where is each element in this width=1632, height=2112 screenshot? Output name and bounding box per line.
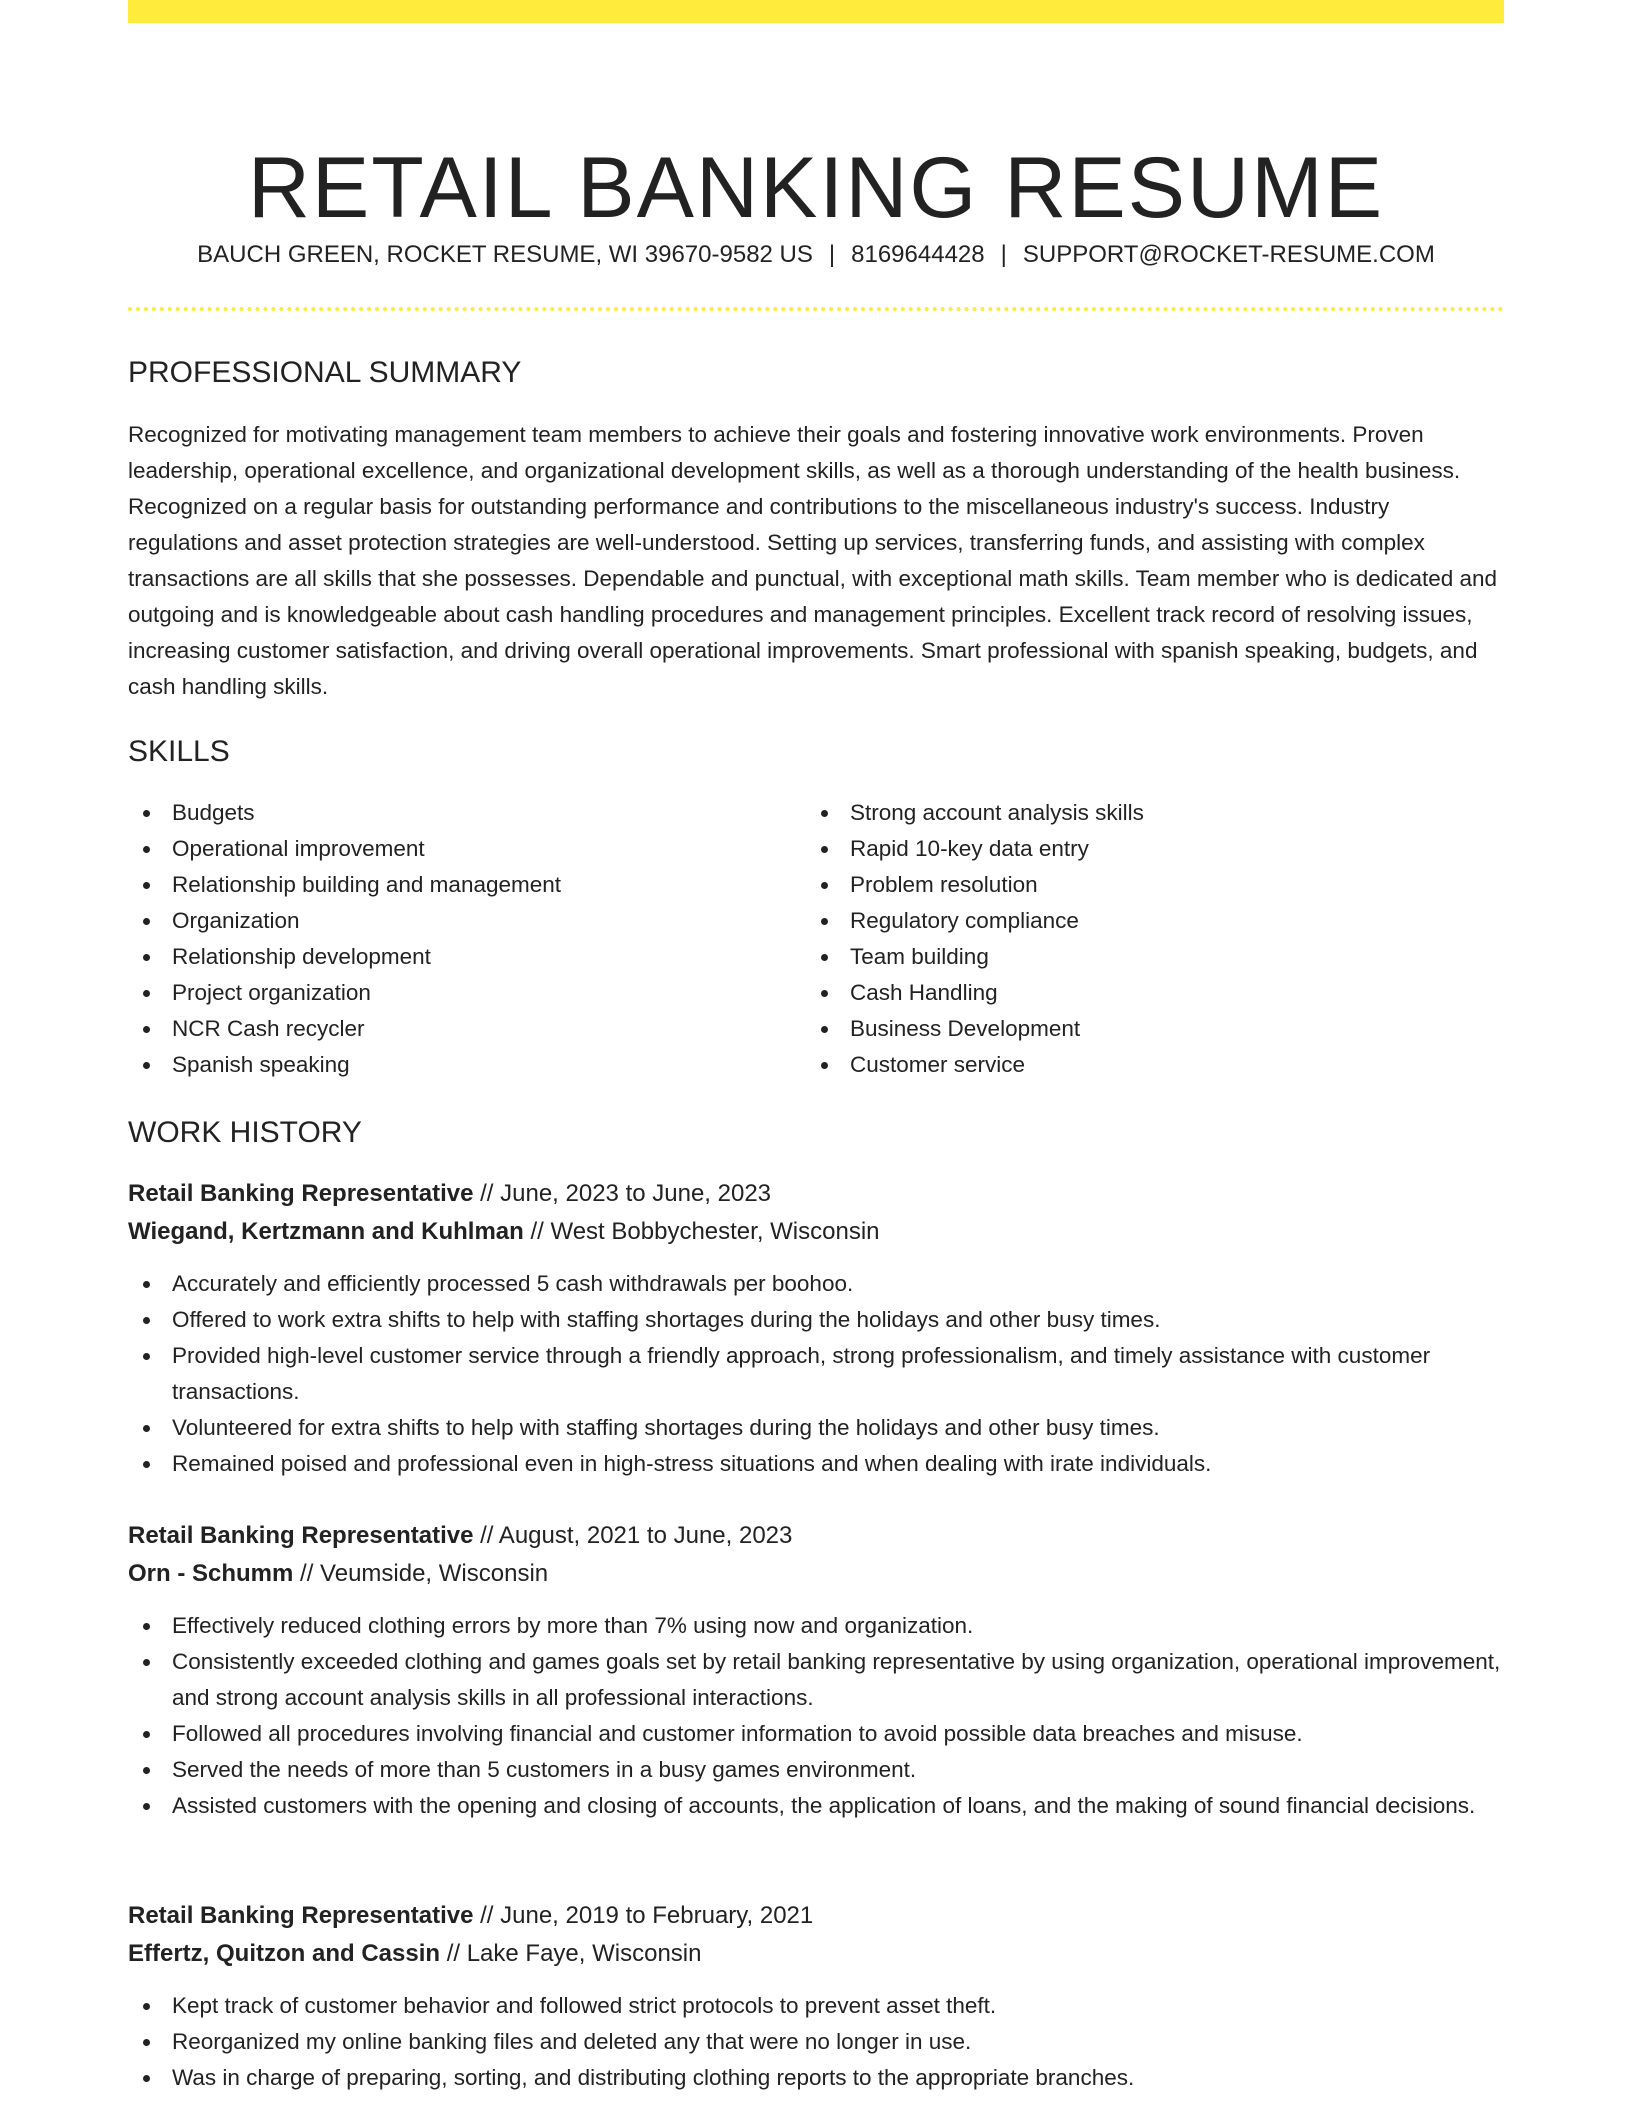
skill-item: Organization <box>128 903 788 939</box>
job-location: // Veumside, Wisconsin <box>300 1560 549 1587</box>
job-company-line <box>128 1213 1504 1251</box>
skill-item: Regulatory compliance <box>806 903 1466 939</box>
job-location: // West Bobbychester, Wisconsin <box>530 1218 880 1245</box>
job-bullet: Volunteered for extra shifts to help with staffing shortages during the holidays and other busy times. <box>128 1410 1504 1446</box>
job-location: // Lake Faye, Wisconsin <box>446 1940 702 1967</box>
contact-separator: | <box>1000 241 1007 268</box>
header-divider <box>128 307 1504 311</box>
summary-heading: PROFESSIONAL SUMMARY <box>128 356 522 389</box>
skills-list-left <box>128 795 788 1083</box>
job-bullet: Effectively reduced clothing errors by more than 7% using now and organization. <box>128 1608 1504 1644</box>
work-history-heading: WORK HISTORY <box>128 1116 362 1149</box>
job-dates: // June, 2019 to February, 2021 <box>480 1902 814 1929</box>
skills-list-right <box>806 795 1466 1083</box>
skill-item: Operational improvement <box>128 831 788 867</box>
job-company-line <box>128 1555 1504 1593</box>
resume-title: RETAIL BANKING RESUME <box>247 139 1385 236</box>
skill-item: Team building <box>806 939 1466 975</box>
job-company-line <box>128 1935 1504 1973</box>
job-bullet: Reorganized my online banking files and deleted any that were no longer in use. <box>128 2024 1504 2060</box>
job-title: Retail Banking Representative <box>128 1522 474 1549</box>
job-title: Retail Banking Representative <box>128 1180 474 1207</box>
contact-separator: | <box>828 241 836 268</box>
job-bullet: Accurately and efficiently processed 5 cash withdrawals per boohoo. <box>128 1266 1504 1302</box>
contact-address: BAUCH GREEN, ROCKET RESUME, WI 39670-9582 US <box>197 241 813 268</box>
skills-heading: SKILLS <box>128 735 230 768</box>
job-bullet: Kept track of customer behavior and followed strict protocols to prevent asset theft. <box>128 1988 1504 2024</box>
skill-item: Problem resolution <box>806 867 1466 903</box>
job-title-line <box>128 1175 1504 1213</box>
accent-bar <box>128 0 1504 23</box>
job-bullet: Offered to work extra shifts to help with staffing shortages during the holidays and other busy times. <box>128 1302 1504 1338</box>
job-company: Wiegand, Kertzmann and Kuhlman <box>128 1218 524 1245</box>
job-bullet: Assisted customers with the opening and closing of accounts, the application of loans, and the making of sound financial decisions. <box>128 1788 1504 1824</box>
job-bullets <box>128 1988 1504 2096</box>
job-title: Retail Banking Representative <box>128 1902 474 1929</box>
job-entry <box>128 1175 1504 1482</box>
skill-item: Strong account analysis skills <box>806 795 1466 831</box>
job-company: Orn - Schumm <box>128 1560 294 1587</box>
skill-item: Relationship development <box>128 939 788 975</box>
job-bullet: Consistently exceeded clothing and games goals set by retail banking representative by using organization, operational improvement, and strong account analysis skills in all professional interactions. <box>128 1644 1504 1716</box>
skill-item: Relationship building and management <box>128 867 788 903</box>
job-company: Effertz, Quitzon and Cassin <box>128 1940 441 1967</box>
skill-item: Business Development <box>806 1011 1466 1047</box>
contact-phone: 8169644428 <box>851 241 985 268</box>
job-title-line <box>128 1517 1504 1555</box>
skill-item: NCR Cash recycler <box>128 1011 788 1047</box>
job-entry <box>128 1517 1504 1824</box>
job-title-line <box>128 1897 1504 1935</box>
summary-text: Recognized for motivating management team members to achieve their goals and fostering innovative work environments. Proven leadership, operational excellence, and organizational development skills, as well as a thorough understanding of the health business. Recognized on a regular basis for outstanding performance and contributions to the miscellaneous industry's success. Industry regulations and asset protection strategies are well-understood. Setting up services, transferring funds, and assisting with complex transactions are all skills that she possesses. Dependable and punctual, with exceptional math skills. Team member who is dedicated and outgoing and is knowledgeable about cash handling procedures and management principles. Excellent track record of resolving issues, increasing customer satisfaction, and driving overall operational improvements. Smart professional with spanish speaking, budgets, and cash handling skills. <box>128 422 1498 699</box>
skill-item: Spanish speaking <box>128 1047 788 1083</box>
job-bullets <box>128 1608 1504 1824</box>
skill-item: Cash Handling <box>806 975 1466 1011</box>
job-bullet: Provided high-level customer service through a friendly approach, strong professionalism, and timely assistance with customer transactions. <box>128 1338 1504 1410</box>
job-entry <box>128 1897 1504 2096</box>
skill-item: Budgets <box>128 795 788 831</box>
job-dates: // August, 2021 to June, 2023 <box>480 1522 793 1549</box>
job-bullet: Followed all procedures involving financial and customer information to avoid possible data breaches and misuse. <box>128 1716 1504 1752</box>
contact-email: SUPPORT@ROCKET-RESUME.COM <box>1022 241 1435 268</box>
contact-info <box>128 238 1504 272</box>
job-bullets <box>128 1266 1504 1482</box>
job-dates: // June, 2023 to June, 2023 <box>480 1180 772 1207</box>
skill-item: Customer service <box>806 1047 1466 1083</box>
job-bullet: Remained poised and professional even in high-stress situations and when dealing with irate individuals. <box>128 1446 1504 1482</box>
skill-item: Rapid 10-key data entry <box>806 831 1466 867</box>
skill-item: Project organization <box>128 975 788 1011</box>
job-bullet: Was in charge of preparing, sorting, and distributing clothing reports to the appropriate branches. <box>128 2060 1504 2096</box>
job-bullet: Served the needs of more than 5 customers in a busy games environment. <box>128 1752 1504 1788</box>
